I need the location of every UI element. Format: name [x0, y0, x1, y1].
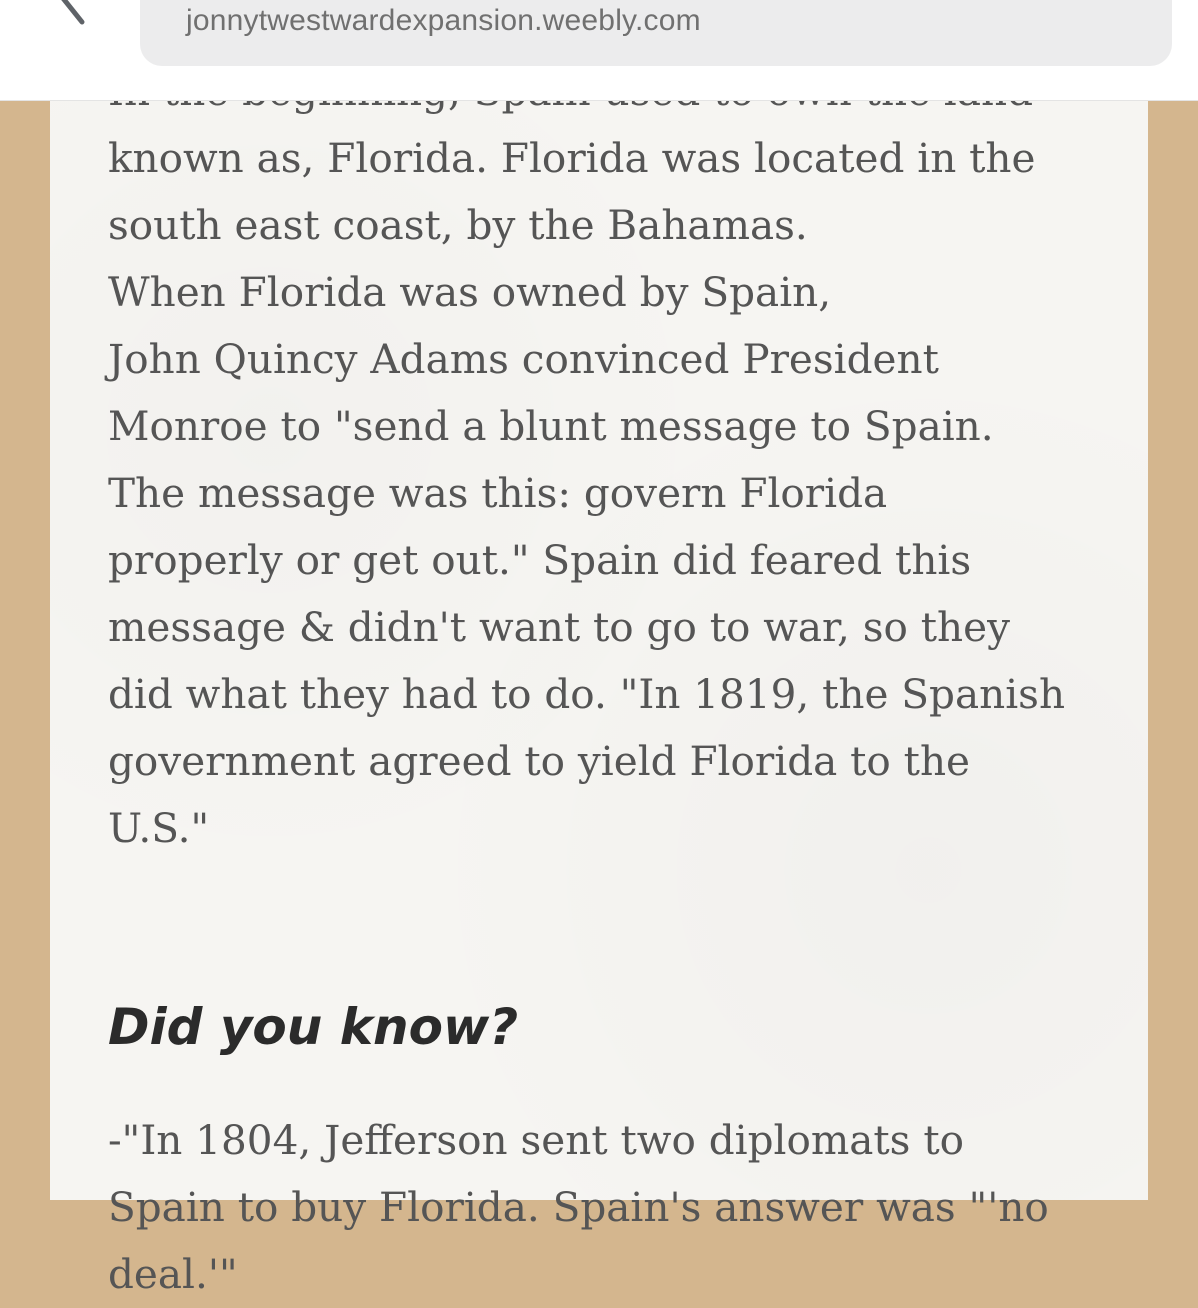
fact-line: Spain to buy Florida. Spain's answer was "'no [108, 1183, 1049, 1231]
article-line: When Florida was owned by Spain, [108, 268, 832, 316]
fact-paragraph [108, 1107, 1118, 1308]
article-line: John Quincy Adams convinced President [108, 335, 939, 383]
article-line: properly or get out." Spain did feared this [108, 536, 972, 584]
back-arrow-icon[interactable] [40, 0, 100, 30]
article-line: government agreed to yield Florida to the [108, 737, 971, 785]
article-line: known as, Florida. Florida was located in the [108, 134, 1036, 182]
article-line: did what they had to do. "In 1819, the Spanish [108, 670, 1066, 718]
address-bar[interactable] [140, 0, 1172, 66]
content-page [50, 100, 1148, 1298]
fact-line: -"In 1804, Jefferson sent two diplomats to [108, 1116, 964, 1164]
article-line: The message was this: govern Florida [108, 469, 888, 517]
url-text: jonnytwestwardexpansion.weebly.com [186, 4, 701, 37]
article-line: U.S." [108, 804, 210, 852]
article-line: Monroe to "send a blunt message to Spain. [108, 402, 994, 450]
article-body [108, 100, 1118, 862]
browser-toolbar [0, 0, 1198, 101]
section-heading: Did you know? [108, 998, 519, 1056]
fact-line: deal.'" [108, 1250, 238, 1298]
article-line: south east coast, by the Bahamas. [108, 201, 808, 249]
article-line: message & didn't want to go to war, so they [108, 603, 1010, 651]
